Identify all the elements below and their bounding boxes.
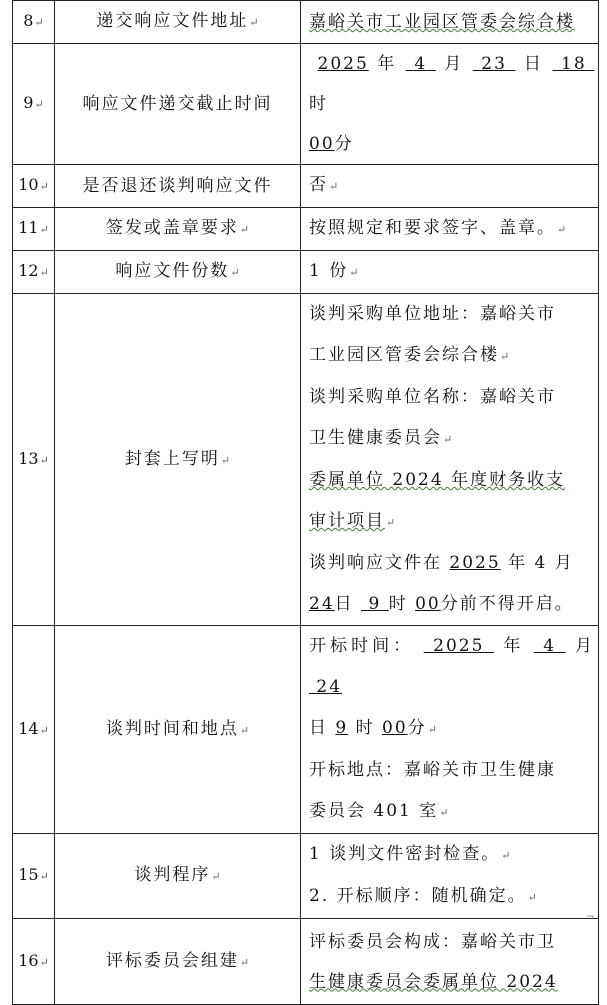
row-number: 11↵ <box>13 208 55 251</box>
row-label: 响应文件份数↵ <box>55 251 301 294</box>
row-label: 谈判程序↵ <box>55 834 301 919</box>
negotiation-time-place: 开标时间： 2025 年 4 月 24 日 9 时 00分↵ 开标地点：嘉峪关市卫生健康 委员会 401 室↵ <box>301 626 599 834</box>
row-label: 封套上写明↵ <box>55 294 301 626</box>
row-number: 15↵ <box>13 834 55 919</box>
row-value: 按照规定和要求签字、盖章。↵ <box>301 208 599 251</box>
table-row <box>13 251 599 294</box>
row-number: 16↵ <box>13 919 55 1005</box>
row-value: 1 份↵ <box>301 251 599 294</box>
row-label: 签发或盖章要求↵ <box>55 208 301 251</box>
row-value: 否↵ <box>301 165 599 208</box>
table-row <box>13 834 599 919</box>
row-number: 14↵ <box>13 626 55 834</box>
submission-deadline: 2025 年 4 月 23 日 18 时 00分 <box>301 44 599 165</box>
row-number: 10↵ <box>13 165 55 208</box>
end-mark: ¬ <box>586 912 595 923</box>
row-label: 响应文件递交截止时间 <box>55 44 301 165</box>
envelope-text: 谈判采购单位地址：嘉峪关市 工业园区管委会综合楼↵ 谈判采购单位名称：嘉峪关市 卫生健康委员会↵ 委属单位 2024 年度财务收支 审计项目↵ 谈判响应文件在 2025 年 4 月 24日 9 时 00分前不得开启。 <box>301 294 599 626</box>
row-label: 谈判时间和地点↵ <box>55 626 301 834</box>
negotiation-procedure: 1 谈判文件密封检查。↵ 2. 开标顺序：随机确定。↵ <box>301 834 599 919</box>
procurement-info-table <box>12 0 599 1005</box>
table-row <box>13 626 599 834</box>
row-number: 8↵ <box>13 1 55 44</box>
row-label: 评标委员会组建↵ <box>55 919 301 1005</box>
row-value: 嘉峪关市工业园区管委会综合楼 <box>301 1 599 44</box>
committee-composition: 评标委员会构成：嘉峪关市卫 生健康委员会委属单位 2024 <box>301 919 599 1005</box>
row-number: 13↵ <box>13 294 55 626</box>
row-label: 递交响应文件地址↵ <box>55 1 301 44</box>
row-number: 9↵ <box>13 44 55 165</box>
table-row <box>13 208 599 251</box>
table-row <box>13 294 599 626</box>
table-row <box>13 1 599 44</box>
table-row <box>13 165 599 208</box>
row-number: 12↵ <box>13 251 55 294</box>
table-row <box>13 44 599 165</box>
table-row <box>13 919 599 1005</box>
row-label: 是否退还谈判响应文件 <box>55 165 301 208</box>
